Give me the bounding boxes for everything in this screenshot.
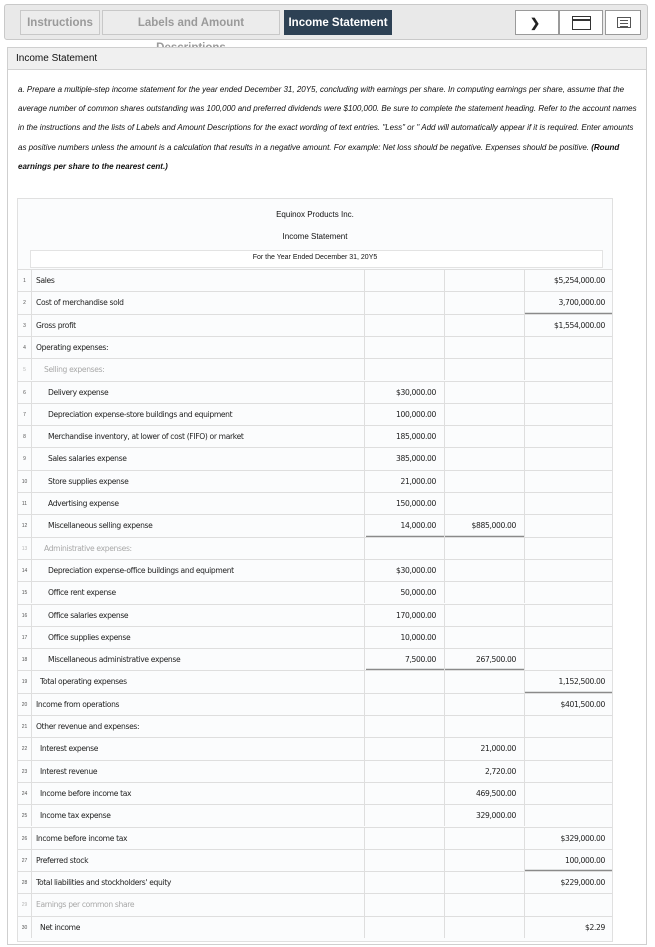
amount-field-a3[interactable] bbox=[525, 404, 613, 425]
amount-field-a3[interactable] bbox=[525, 738, 613, 759]
amount-field-a2[interactable] bbox=[445, 671, 525, 692]
row-number: 2 bbox=[18, 292, 32, 313]
amount-field-a1[interactable] bbox=[366, 671, 445, 692]
amount-field-a2[interactable]: 329,000.00 bbox=[445, 805, 525, 826]
amount-field-a3[interactable] bbox=[525, 716, 613, 737]
row-label-field[interactable]: Miscellaneous selling expense bbox=[32, 515, 365, 536]
row-number: 3 bbox=[18, 315, 32, 336]
amount-field-a1[interactable]: 170,000.00 bbox=[366, 605, 445, 626]
row-number: 9 bbox=[18, 448, 32, 469]
amount-field-a1[interactable]: 10,000.00 bbox=[366, 627, 445, 648]
amount-field-a1[interactable] bbox=[366, 850, 445, 871]
row-label-field[interactable]: Depreciation expense-store buildings and equipment bbox=[32, 404, 365, 425]
amount-field-a1[interactable] bbox=[366, 359, 445, 380]
amount-field-a1[interactable] bbox=[366, 716, 445, 737]
amount-field-a3[interactable] bbox=[525, 515, 613, 536]
amount-field-a1[interactable]: 185,000.00 bbox=[366, 426, 445, 447]
row-number: 18 bbox=[18, 649, 32, 670]
amount-field-a3[interactable]: 100,000.00 bbox=[525, 850, 613, 871]
amount-field-a3[interactable]: $401,500.00 bbox=[560, 699, 605, 709]
statement-row bbox=[18, 893, 612, 915]
amount-field-a1[interactable]: 14,000.00 bbox=[366, 515, 445, 536]
row-label-field[interactable]: Total operating expenses bbox=[32, 671, 365, 692]
row-label-field[interactable]: Income before income tax bbox=[32, 783, 365, 804]
amount-field-a1[interactable]: $30,000.00 bbox=[366, 560, 445, 581]
row-number: 29 bbox=[18, 894, 32, 915]
amount-field-a2[interactable]: 2,720.00 bbox=[445, 761, 525, 782]
statement-row bbox=[18, 314, 612, 336]
amount-field-a1[interactable] bbox=[366, 270, 445, 291]
row-label-field[interactable]: Interest expense bbox=[32, 738, 365, 759]
amount-field-a3[interactable] bbox=[525, 582, 613, 603]
amount-field-a1[interactable] bbox=[366, 917, 445, 938]
amount-field-a1[interactable]: 100,000.00 bbox=[366, 404, 445, 425]
row-label-field[interactable]: Administrative expenses: bbox=[32, 538, 365, 559]
row-label-field[interactable]: Merchandise inventory, at lower of cost (FIFO) or market bbox=[32, 426, 365, 447]
statement-row bbox=[18, 715, 612, 737]
row-number: 21 bbox=[18, 716, 32, 737]
row-number: 7 bbox=[18, 404, 32, 425]
amount-field-a1[interactable] bbox=[366, 738, 445, 759]
row-label-field[interactable]: Other revenue and expenses: bbox=[32, 716, 365, 737]
amount-field-a1[interactable]: 7,500.00 bbox=[366, 649, 445, 670]
amount-field-a1[interactable] bbox=[366, 694, 445, 715]
amount-field-a1[interactable]: 50,000.00 bbox=[366, 582, 445, 603]
amount-field-a3[interactable] bbox=[525, 337, 613, 358]
row-label-field[interactable]: Sales salaries expense bbox=[32, 448, 365, 469]
row-label-field[interactable]: Office supplies expense bbox=[32, 627, 365, 648]
statement-row bbox=[18, 470, 612, 492]
amount-field-a3[interactable]: 3,700,000.00 bbox=[525, 292, 613, 313]
statement-period: For the Year Ended December 31, 20Y5 bbox=[252, 254, 378, 261]
amount-field-a2[interactable] bbox=[445, 716, 525, 737]
statement-row bbox=[18, 849, 612, 871]
row-label-field[interactable]: Miscellaneous administrative expense bbox=[32, 649, 365, 670]
row-number: 4 bbox=[18, 337, 32, 358]
row-label-field[interactable]: Income before income tax bbox=[32, 828, 365, 849]
amount-field-a2[interactable]: $885,000.00 bbox=[445, 515, 525, 536]
tab-instructions[interactable]: Instructions bbox=[20, 10, 100, 35]
row-label-field[interactable]: Selling expenses: bbox=[32, 359, 365, 380]
amount-field-a2[interactable] bbox=[445, 828, 525, 849]
amount-field-a2[interactable] bbox=[445, 315, 525, 336]
row-number: 14 bbox=[18, 560, 32, 581]
amount-field-a2[interactable] bbox=[445, 582, 525, 603]
income-statement-form bbox=[17, 198, 613, 942]
amount-field-a1[interactable] bbox=[366, 828, 445, 849]
company-name: Equinox Products Inc. bbox=[276, 210, 354, 219]
amount-field-a3[interactable] bbox=[525, 538, 613, 559]
row-number: 11 bbox=[18, 493, 32, 514]
amount-field-a2[interactable] bbox=[445, 694, 525, 715]
row-label-field[interactable]: Cost of merchandise sold bbox=[32, 292, 365, 313]
statement-title: Income Statement bbox=[282, 232, 348, 241]
statement-row bbox=[18, 514, 612, 536]
amount-field-a2[interactable] bbox=[445, 917, 525, 938]
amount-field-a3[interactable]: $229,000.00 bbox=[560, 878, 605, 888]
instructions-body: a. Prepare a multiple-step income statement for the year ended December 31, 20Y5, concluding with earnings per share. In computing earnings per share, assume that the average number of common shares outstanding was 100,000 and preferred dividends were $100,000. Be sure to complete the statement heading. Refer to the account names in the instructions and the lists of Labels and Amount Descriptions for the exact wording of text entries. "Less" or " Add will automatically appear if it is required. Enter amounts as positive numbers unless the amount is a calculation that results in a negative amount. For example: Net loss should be negative. Expenses should be positive. bbox=[18, 85, 637, 152]
amount-field-a2[interactable] bbox=[445, 404, 525, 425]
row-label-field[interactable]: Store supplies expense bbox=[32, 471, 365, 492]
amount-field-a1[interactable] bbox=[366, 872, 445, 893]
row-label-field[interactable]: Net income bbox=[32, 917, 365, 938]
panel-title: Income Statement bbox=[8, 48, 646, 70]
amount-field-a1[interactable]: 21,000.00 bbox=[366, 471, 445, 492]
amount-field-a3[interactable] bbox=[525, 627, 613, 648]
statement-row bbox=[18, 827, 612, 849]
row-number: 20 bbox=[18, 694, 32, 715]
amount-field-a2[interactable] bbox=[445, 337, 525, 358]
row-number: 16 bbox=[18, 605, 32, 626]
statement-row bbox=[18, 447, 612, 469]
row-number: 12 bbox=[18, 515, 32, 536]
row-number: 30 bbox=[18, 917, 32, 938]
amount-field-a2[interactable] bbox=[445, 605, 525, 626]
statement-row bbox=[18, 291, 612, 313]
statement-row bbox=[18, 693, 612, 715]
row-number: 13 bbox=[18, 538, 32, 559]
statement-row bbox=[18, 670, 612, 692]
amount-field-a3[interactable] bbox=[525, 783, 613, 804]
amount-field-a1[interactable] bbox=[366, 315, 445, 336]
amount-field-a2[interactable] bbox=[445, 850, 525, 871]
row-number: 27 bbox=[18, 850, 32, 871]
statement-row bbox=[18, 425, 612, 447]
amount-field-a1[interactable] bbox=[366, 292, 445, 313]
row-number: 6 bbox=[18, 382, 32, 403]
amount-field-a2[interactable] bbox=[445, 872, 525, 893]
amount-field-a3[interactable] bbox=[525, 894, 613, 915]
row-label-field[interactable]: Earnings per common share bbox=[32, 894, 365, 915]
statement-row bbox=[18, 581, 612, 603]
row-label-field[interactable]: Sales bbox=[32, 270, 365, 291]
row-label-field[interactable]: Total liabilities and stockholders' equity bbox=[32, 872, 365, 893]
statement-row bbox=[18, 916, 612, 938]
amount-field-a2[interactable] bbox=[445, 627, 525, 648]
amount-field-a1[interactable]: 385,000.00 bbox=[366, 448, 445, 469]
row-label-field[interactable]: Delivery expense bbox=[32, 382, 365, 403]
amount-field-a2[interactable] bbox=[445, 894, 525, 915]
row-number: 10 bbox=[18, 471, 32, 492]
row-label-field[interactable]: Gross profit bbox=[32, 315, 365, 336]
statement-row bbox=[18, 492, 612, 514]
amount-field-a3[interactable] bbox=[525, 448, 613, 469]
tab-income-statement[interactable]: Income Statement bbox=[284, 10, 392, 35]
row-label-field[interactable]: Advertising expense bbox=[32, 493, 365, 514]
instructions-text bbox=[18, 80, 638, 176]
statement-row bbox=[18, 537, 612, 559]
amount-field-a2[interactable]: 267,500.00 bbox=[445, 649, 525, 670]
amount-field-a2[interactable] bbox=[445, 270, 525, 291]
statement-row bbox=[18, 403, 612, 425]
list-view-button[interactable] bbox=[605, 10, 641, 35]
income-statement-panel bbox=[7, 47, 647, 945]
row-label-field[interactable]: Income from operations bbox=[32, 694, 365, 715]
amount-field-a2[interactable] bbox=[445, 292, 525, 313]
amount-field-a2[interactable]: 469,500.00 bbox=[445, 783, 525, 804]
amount-field-a1[interactable] bbox=[366, 805, 445, 826]
row-label-field[interactable]: Income tax expense bbox=[32, 805, 365, 826]
statement-row bbox=[18, 604, 612, 626]
amount-field-a2[interactable] bbox=[445, 493, 525, 514]
amount-field-a1[interactable] bbox=[366, 337, 445, 358]
statement-row bbox=[18, 648, 612, 670]
amount-field-a3[interactable] bbox=[525, 560, 613, 581]
row-number: 1 bbox=[18, 270, 32, 291]
row-number: 15 bbox=[18, 582, 32, 603]
statement-row bbox=[18, 269, 612, 291]
statement-row bbox=[18, 804, 612, 826]
row-label-field[interactable]: Depreciation expense-office buildings and equipment bbox=[32, 560, 365, 581]
row-number: 5 bbox=[18, 359, 32, 380]
row-label-field[interactable]: Office salaries expense bbox=[32, 605, 365, 626]
amount-field-a3[interactable] bbox=[525, 426, 613, 447]
amount-field-a2[interactable] bbox=[445, 448, 525, 469]
row-number: 22 bbox=[18, 738, 32, 759]
amount-field-a3[interactable]: $329,000.00 bbox=[560, 833, 605, 843]
amount-field-a3[interactable] bbox=[525, 493, 613, 514]
row-number: 28 bbox=[18, 872, 32, 893]
amount-field-a3[interactable]: $2.29 bbox=[585, 922, 605, 932]
amount-field-a1[interactable]: 150,000.00 bbox=[366, 493, 445, 514]
row-number: 25 bbox=[18, 805, 32, 826]
amount-field-a3[interactable] bbox=[525, 761, 613, 782]
statement-row bbox=[18, 336, 612, 358]
row-number: 23 bbox=[18, 761, 32, 782]
amount-field-a1[interactable] bbox=[366, 783, 445, 804]
row-number: 8 bbox=[18, 426, 32, 447]
amount-field-a2[interactable] bbox=[445, 382, 525, 403]
statement-row bbox=[18, 737, 612, 759]
amount-field-a2[interactable] bbox=[445, 538, 525, 559]
row-number: 19 bbox=[18, 671, 32, 692]
amount-field-a3[interactable] bbox=[525, 471, 613, 492]
amount-field-a1[interactable] bbox=[366, 894, 445, 915]
row-number: 24 bbox=[18, 783, 32, 804]
tab-bar bbox=[4, 4, 648, 40]
statement-row bbox=[18, 626, 612, 648]
amount-field-a3[interactable] bbox=[525, 805, 613, 826]
row-label-field[interactable]: Operating expenses: bbox=[32, 337, 365, 358]
row-number: 17 bbox=[18, 627, 32, 648]
row-number: 26 bbox=[18, 828, 32, 849]
statement-row bbox=[18, 358, 612, 380]
tab-labels-and-amount-descriptions[interactable]: Labels and Amount bbox=[102, 10, 280, 35]
amount-field-a2[interactable]: 21,000.00 bbox=[445, 738, 525, 759]
row-label-field[interactable]: Office rent expense bbox=[32, 582, 365, 603]
amount-field-a2[interactable] bbox=[445, 471, 525, 492]
window-icon bbox=[572, 16, 591, 30]
collapse-button[interactable] bbox=[515, 10, 559, 35]
amount-field-a2[interactable] bbox=[445, 359, 525, 380]
amount-field-a3[interactable]: 1,152,500.00 bbox=[525, 671, 613, 692]
amount-field-a1[interactable] bbox=[366, 538, 445, 559]
single-window-view-button[interactable] bbox=[559, 10, 603, 35]
amount-field-a1[interactable] bbox=[366, 761, 445, 782]
row-label-field[interactable]: Interest revenue bbox=[32, 761, 365, 782]
amount-field-a3[interactable]: $5,254,000.00 bbox=[553, 276, 605, 285]
row-label-field[interactable]: Preferred stock bbox=[32, 850, 365, 871]
amount-field-a1[interactable]: $30,000.00 bbox=[366, 382, 445, 403]
statement-row bbox=[18, 782, 612, 804]
amount-field-a2[interactable] bbox=[445, 560, 525, 581]
statement-row bbox=[18, 559, 612, 581]
statement-row bbox=[18, 871, 612, 893]
list-icon bbox=[617, 17, 631, 28]
amount-field-a3[interactable]: $1,554,000.00 bbox=[553, 320, 605, 330]
instructions-bold-note: (Round earnings per share to the nearest cent.) bbox=[18, 142, 620, 171]
amount-field-a3[interactable] bbox=[525, 605, 613, 626]
amount-field-a3[interactable] bbox=[525, 359, 613, 380]
statement-row bbox=[18, 381, 612, 403]
amount-field-a3[interactable] bbox=[525, 649, 613, 670]
statement-row bbox=[18, 760, 612, 782]
amount-field-a2[interactable] bbox=[445, 426, 525, 447]
amount-field-a3[interactable] bbox=[525, 382, 613, 403]
chevron-down-icon: ❯ bbox=[530, 16, 541, 30]
